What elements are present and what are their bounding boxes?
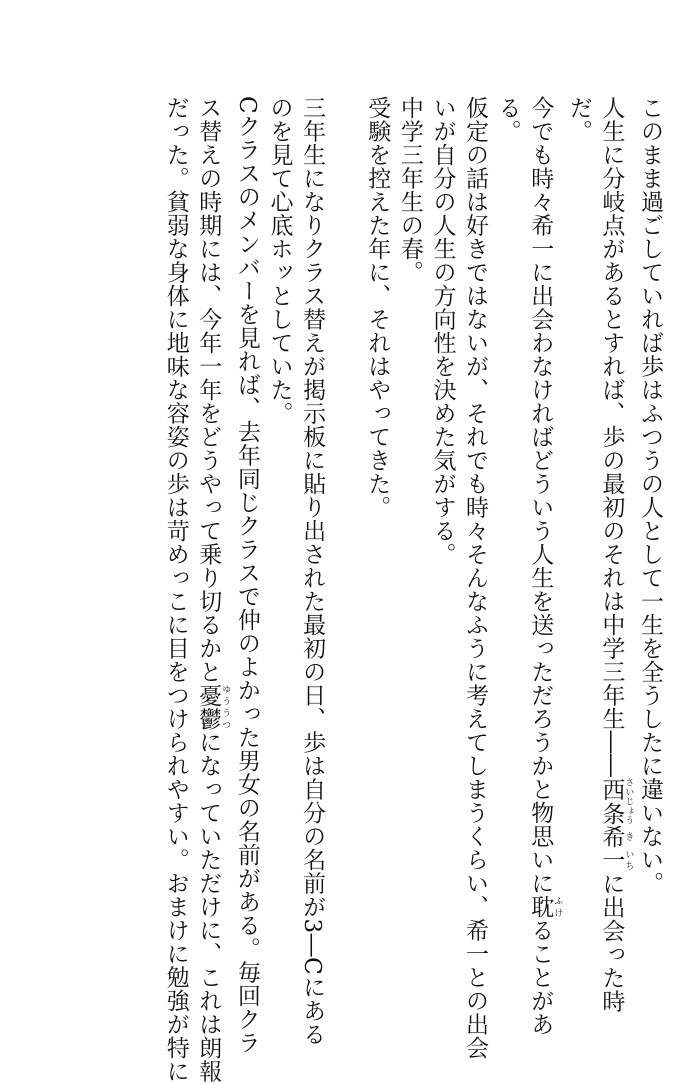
text-line-4 [524,96,563,976]
text-line-8: 中学三年生の春。 [393,96,426,976]
text-line-3: だ。 [562,96,595,976]
text-line-5: る。 [491,96,524,976]
text-line-2-after: に出会った時 [598,872,624,1013]
text-line-2 [595,96,634,976]
paragraph-gap [328,96,361,976]
ruby-ki: 希 き [598,825,624,849]
text-line-14-main: ス替えの時期には、今年一年をどうやって乗り切るかと [195,96,221,684]
text-line-14-after: になっていただけに、これは朗報 [195,731,221,1083]
text-line-14 [192,96,231,976]
vertical-text-body [159,96,666,976]
text-line-4-main: 今でも時々希一に出会わなければどういう人生を送っただろうかと物思いに [527,96,553,895]
ruby-ichi: 一 いち [598,848,624,872]
text-line-6: 仮定の話は好きではないが、それでも時々そんなふうに考えてしまうくらい、希一との出会 [458,96,491,976]
text-line-11: 三年生になりクラス替えが掲示板に貼り出された最初の日、歩は自分の名前が3―Cにある [295,96,328,976]
text-line-13: Cクラスのメンバーを見れば、去年同じクラスで仲のよかった男女の名前がある。毎回クラ [230,96,263,976]
ruby-fuke: 耽 ふけ [527,895,553,919]
text-line-2-main: 人生に分岐点があるとすれば、歩の最初のそれは中学三年生―― [598,96,624,778]
text-line-9: 受験を控えた年に、それはやってきた。 [361,96,394,976]
text-line-7: いが自分の人生の方向性を決めた気がする。 [426,96,459,976]
ruby-yuuutsu: 憂鬱 ゆううつ [195,684,221,731]
text-line-4-after: ることがあ [527,919,553,1037]
text-line-12: のを見て心底ホッとしていた。 [263,96,296,976]
text-line-1: このまま過ごしていれば歩はふつうの人として一生を全うしたに違いない。 [633,96,666,976]
text-line-15: だった。貧弱な身体に地味な容姿の歩は苛めっこに目をつけられやすい。おまけに勉強が特に [159,96,192,976]
ruby-saijou: 西条 さいじょう [598,778,624,825]
